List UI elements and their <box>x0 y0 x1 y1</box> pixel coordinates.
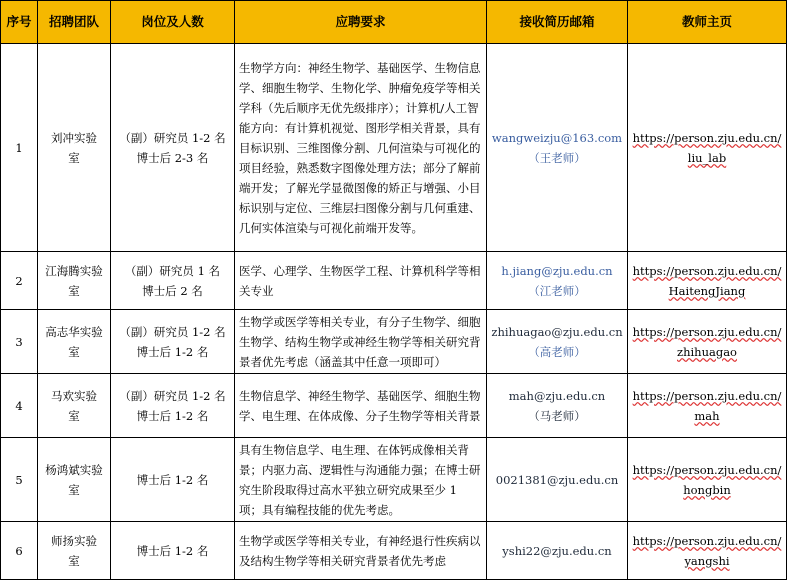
header-requirement: 应聘要求 <box>235 1 487 44</box>
email-link[interactable]: 0021381@zju.edu.cn <box>495 472 619 487</box>
row-positions: （副）研究员 1-2 名 博士后 1-2 名 <box>111 374 235 438</box>
table-row <box>1 252 787 310</box>
email-link[interactable]: mah@zju.edu.cn <box>508 388 606 403</box>
row-team: 江海腾实验室 <box>38 252 111 310</box>
email-link[interactable]: wangweizju@163.com <box>491 130 623 145</box>
row-homepage <box>628 374 787 438</box>
contact-name: （江老师） <box>528 283 586 298</box>
row-requirement: 生物学或医学等相关专业，有神经退行性疾病以及结构生物学等相关研究背景者优先考虑 <box>235 522 487 580</box>
row-positions: 博士后 1-2 名 <box>111 438 235 522</box>
row-team: 师扬实验室 <box>38 522 111 580</box>
row-team: 杨鸿斌实验室 <box>38 438 111 522</box>
row-positions: （副）研究员 1-2 名 博士后 2-3 名 <box>111 44 235 252</box>
header-homepage: 教师主页 <box>628 1 787 44</box>
row-team: 刘冲实验室 <box>38 44 111 252</box>
row-positions: （副）研究员 1-2 名 博士后 1-2 名 <box>111 310 235 374</box>
table-row <box>1 44 787 252</box>
header-team: 招聘团队 <box>38 1 111 44</box>
table-row <box>1 522 787 580</box>
row-email <box>487 374 628 438</box>
row-no: 1 <box>1 44 38 252</box>
row-no: 4 <box>1 374 38 438</box>
row-no: 5 <box>1 438 38 522</box>
table-row <box>1 438 787 522</box>
row-requirement: 生物学或医学等相关专业，有分子生物学、细胞生物学、结构生物学或神经生物学等相关研究背景者优先考虑（涵盖其中任意一项即可） <box>235 310 487 374</box>
header-row <box>1 1 787 44</box>
row-positions: 博士后 1-2 名 <box>111 522 235 580</box>
row-homepage <box>628 438 787 522</box>
homepage-link[interactable]: https://person.zju.edu.cn/mah <box>632 388 782 423</box>
homepage-link[interactable]: https://person.zju.edu.cn/yangshi <box>632 533 782 568</box>
header-positions: 岗位及人数 <box>111 1 235 44</box>
row-homepage <box>628 522 787 580</box>
homepage-link[interactable]: https://person.zju.edu.cn/liu_lab <box>632 130 782 165</box>
table-row <box>1 310 787 374</box>
row-homepage <box>628 44 787 252</box>
row-team: 马欢实验室 <box>38 374 111 438</box>
contact-name: （王老师） <box>528 150 586 165</box>
row-requirement: 生物信息学、神经生物学、基础医学、细胞生物学、电生理、在体成像、分子生物学等相关背景 <box>235 374 487 438</box>
homepage-link[interactable]: https://person.zju.edu.cn/HaitengJiang <box>632 263 782 298</box>
email-link[interactable]: zhihuagao@zju.edu.cn <box>491 324 623 339</box>
row-no: 3 <box>1 310 38 374</box>
row-no: 2 <box>1 252 38 310</box>
header-no: 序号 <box>1 1 38 44</box>
email-link[interactable]: h.jiang@zju.edu.cn <box>501 263 613 278</box>
row-requirement: 具有生物信息学、电生理、在体钙成像相关背景；内驱力高、逻辑性与沟通能力强；在博士研究生阶段取得过高水平独立研究成果至少 1 项；具有编程技能的优先考虑。 <box>235 438 487 522</box>
homepage-link[interactable]: https://person.zju.edu.cn/zhihuagao <box>632 324 782 359</box>
table-row <box>1 374 787 438</box>
row-email <box>487 310 628 374</box>
contact-name: （高老师） <box>528 344 586 359</box>
row-team: 高志华实验室 <box>38 310 111 374</box>
row-requirement: 医学、心理学、生物医学工程、计算机科学等相关专业 <box>235 252 487 310</box>
row-email <box>487 522 628 580</box>
header-email: 接收简历邮箱 <box>487 1 628 44</box>
row-email <box>487 44 628 252</box>
row-email <box>487 438 628 522</box>
email-link[interactable]: yshi22@zju.edu.cn <box>502 543 612 558</box>
row-requirement: 生物学方向：神经生物学、基础医学、生物信息学、细胞生物学、生物化学、肿瘤免疫学等相关学科（先后顺序无优先级排序）；计算机/人工智能方向：有计算机视觉、图形学相关背景，具有目标识别、三维图像分割、几何渲染与可视化的项目经验，熟悉数字图像处理方法；部分了解前端开发；了解光学显微图像的矫正与增强、小目标识别与定位、三维层扫图像分割与几何重建、几何实体渲染与可视化前端开发等。 <box>235 44 487 252</box>
row-email <box>487 252 628 310</box>
row-homepage <box>628 252 787 310</box>
row-positions: （副）研究员 1 名 博士后 2 名 <box>111 252 235 310</box>
row-no: 6 <box>1 522 38 580</box>
homepage-link[interactable]: https://person.zju.edu.cn/hongbin <box>632 462 782 497</box>
row-homepage <box>628 310 787 374</box>
contact-name: （马老师） <box>528 408 586 423</box>
